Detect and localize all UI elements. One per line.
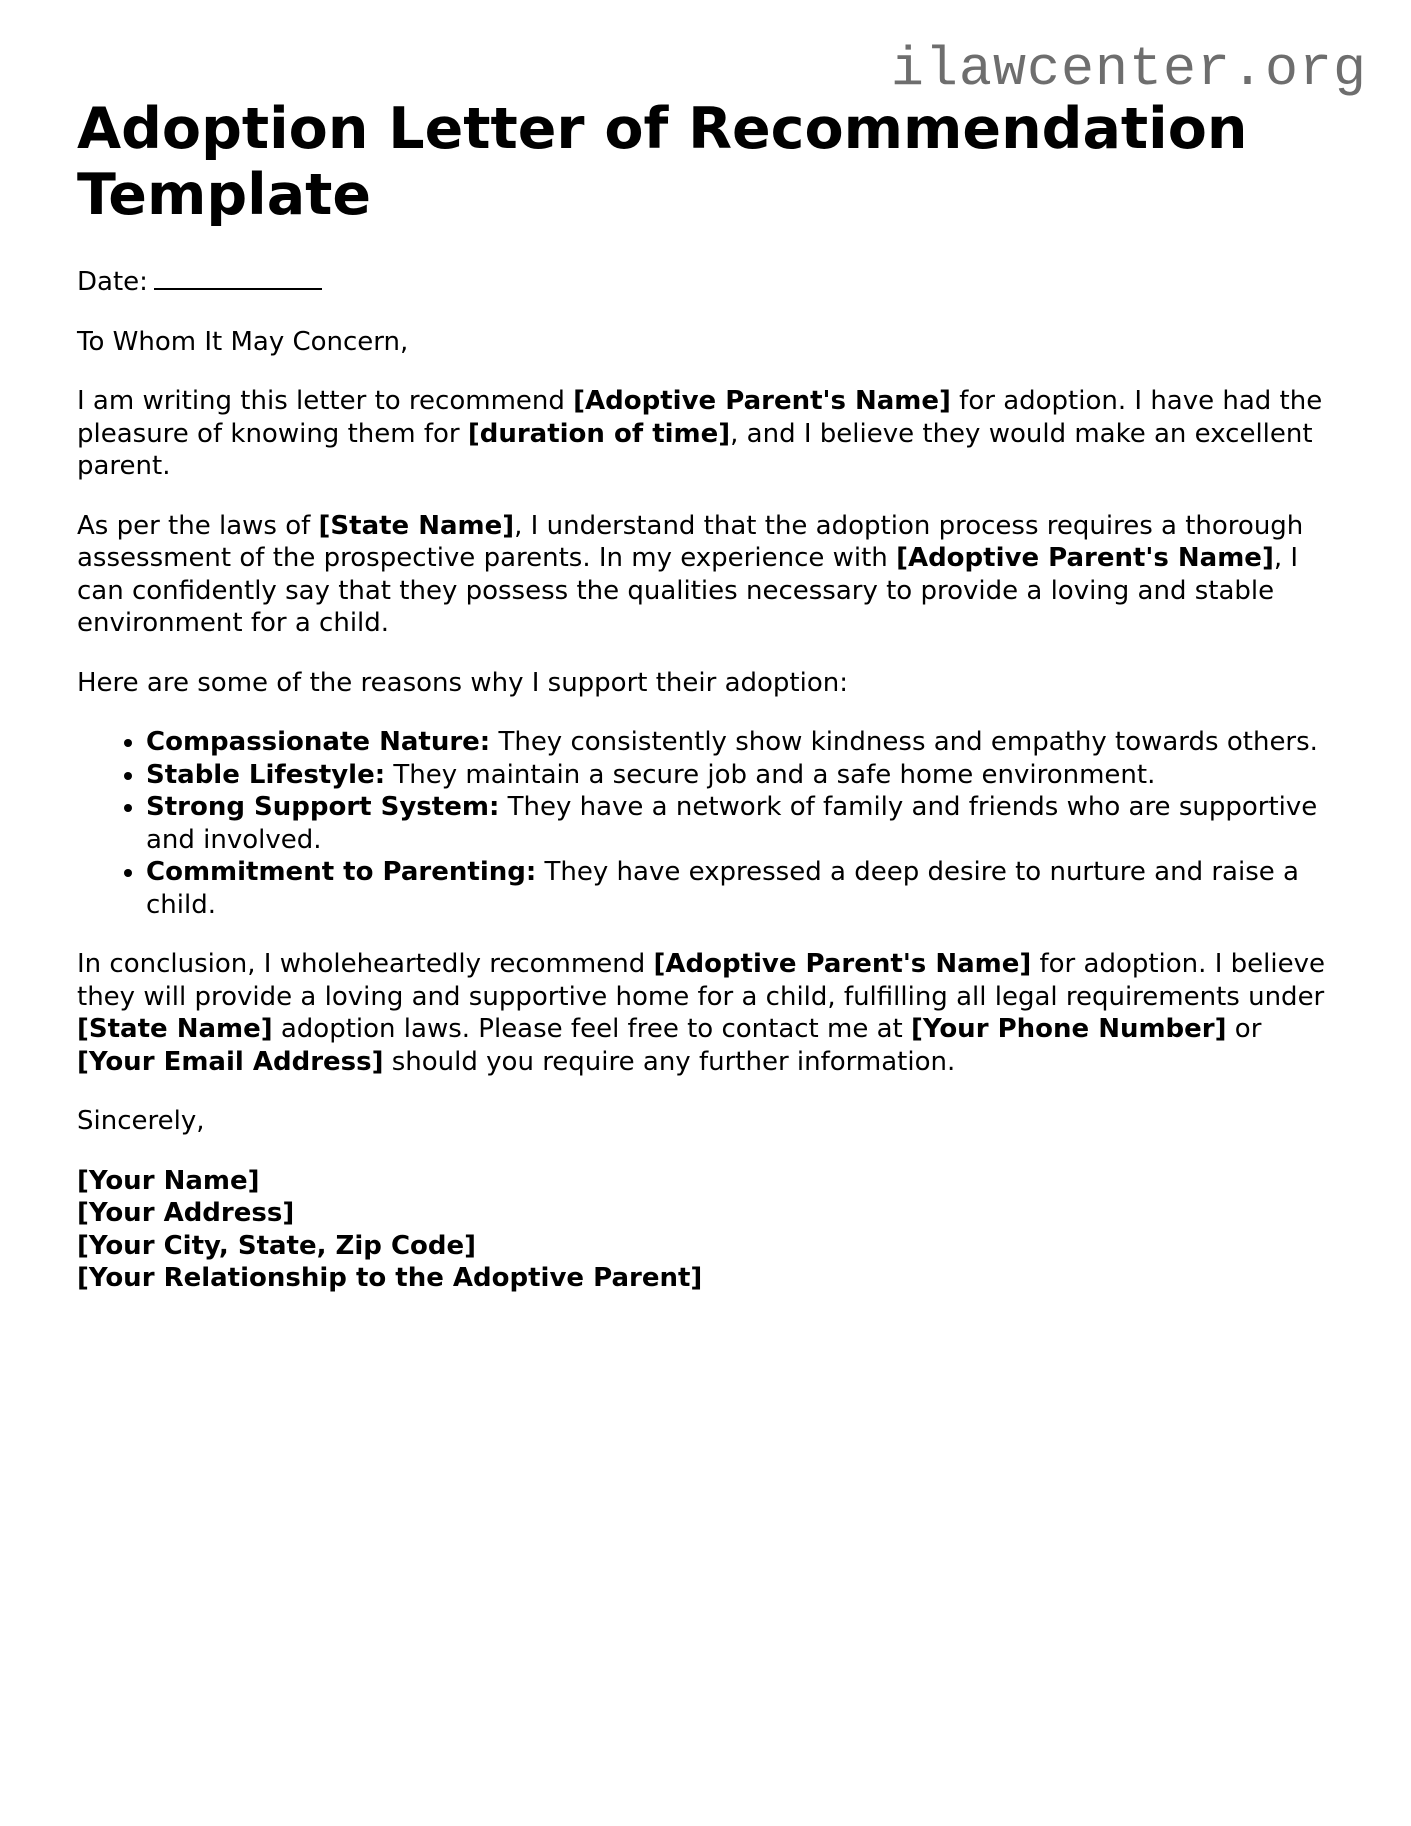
reasons-intro: Here are some of the reasons why I support their adoption:	[77, 667, 848, 698]
list-item-stable-lifestyle	[146, 759, 1347, 792]
placeholder-state-name: [State Name]	[77, 1014, 273, 1044]
text: for adoption. I have had the pleasure of knowing them for	[77, 386, 1323, 449]
reason-label: Strong Support System:	[146, 792, 500, 822]
signature-block	[77, 1165, 1347, 1295]
paragraph-state-laws	[77, 510, 1347, 640]
text: , I can confidently say that they possess the qualities necessary to provide a loving and stable environment for a child.	[77, 543, 1299, 638]
placeholder-duration: [duration of time]	[467, 418, 731, 449]
reason-label: Commitment to Parenting:	[146, 857, 537, 887]
site-watermark: ilawcenter.org	[890, 38, 1367, 101]
signature-relationship: [Your Relationship to the Adoptive Parent]	[77, 1263, 703, 1293]
placeholder-state-name: [State Name]	[318, 510, 515, 541]
list-item-strong-support-system	[146, 791, 1347, 856]
paragraph-introduction	[77, 385, 1347, 483]
text: , and I believe they would make an excellent parent.	[77, 418, 1313, 481]
reason-label: Compassionate Nature:	[146, 727, 491, 757]
closing: Sincerely,	[77, 1106, 205, 1136]
reason-text: They have expressed a deep desire to nurture and raise a child.	[146, 857, 1299, 920]
date-blank-field[interactable]	[154, 264, 322, 290]
date-line	[77, 264, 1347, 299]
list-item-commitment-to-parenting	[146, 856, 1347, 921]
reason-label: Stable Lifestyle:	[146, 759, 386, 790]
date-label: Date:	[77, 267, 148, 297]
placeholder-phone-number: [Your Phone Number]	[911, 1014, 1227, 1044]
document-title: Adoption Letter of Recommendation Template	[77, 96, 1248, 228]
placeholder-adoptive-parent-name: [Adoptive Parent's Name]	[573, 386, 951, 416]
paragraph-conclusion	[77, 948, 1347, 1078]
reason-text: They maintain a secure job and a safe home environment.	[385, 759, 1156, 790]
placeholder-email-address: [Your Email Address]	[77, 1046, 384, 1077]
placeholder-adoptive-parent-name: [Adoptive Parent's Name]	[653, 949, 1032, 979]
reasons-list	[77, 726, 1347, 921]
reason-text: They have a network of family and friends who are supportive and involved.	[146, 792, 1318, 855]
reason-text: They consistently show kindness and empathy towards others.	[490, 727, 1318, 757]
text: adoption laws. Please feel free to contact me at	[272, 1014, 911, 1044]
letter-document	[77, 96, 1347, 1295]
text: In conclusion, I wholeheartedly recommend	[77, 949, 654, 979]
signature-city-state-zip: [Your City, State, Zip Code]	[77, 1230, 477, 1261]
text: As per the laws of	[77, 510, 319, 541]
text: , I understand that the adoption process requires a thorough assessment of the prospective parents. In my experience with	[77, 510, 1304, 573]
salutation: To Whom It May Concern,	[77, 326, 409, 357]
list-item-compassionate-nature	[146, 726, 1347, 759]
text: or	[1226, 1014, 1262, 1044]
text: I am writing this letter to recommend	[77, 386, 574, 416]
placeholder-adoptive-parent-name: [Adoptive Parent's Name]	[896, 543, 1274, 573]
text: for adoption. I believe they will provide a loving and supportive home for a child, fulfilling all legal requirements under	[77, 949, 1325, 1012]
signature-name: [Your Name]	[77, 1165, 260, 1196]
signature-address: [Your Address]	[77, 1198, 295, 1228]
text: should you require any further information.	[383, 1046, 956, 1077]
